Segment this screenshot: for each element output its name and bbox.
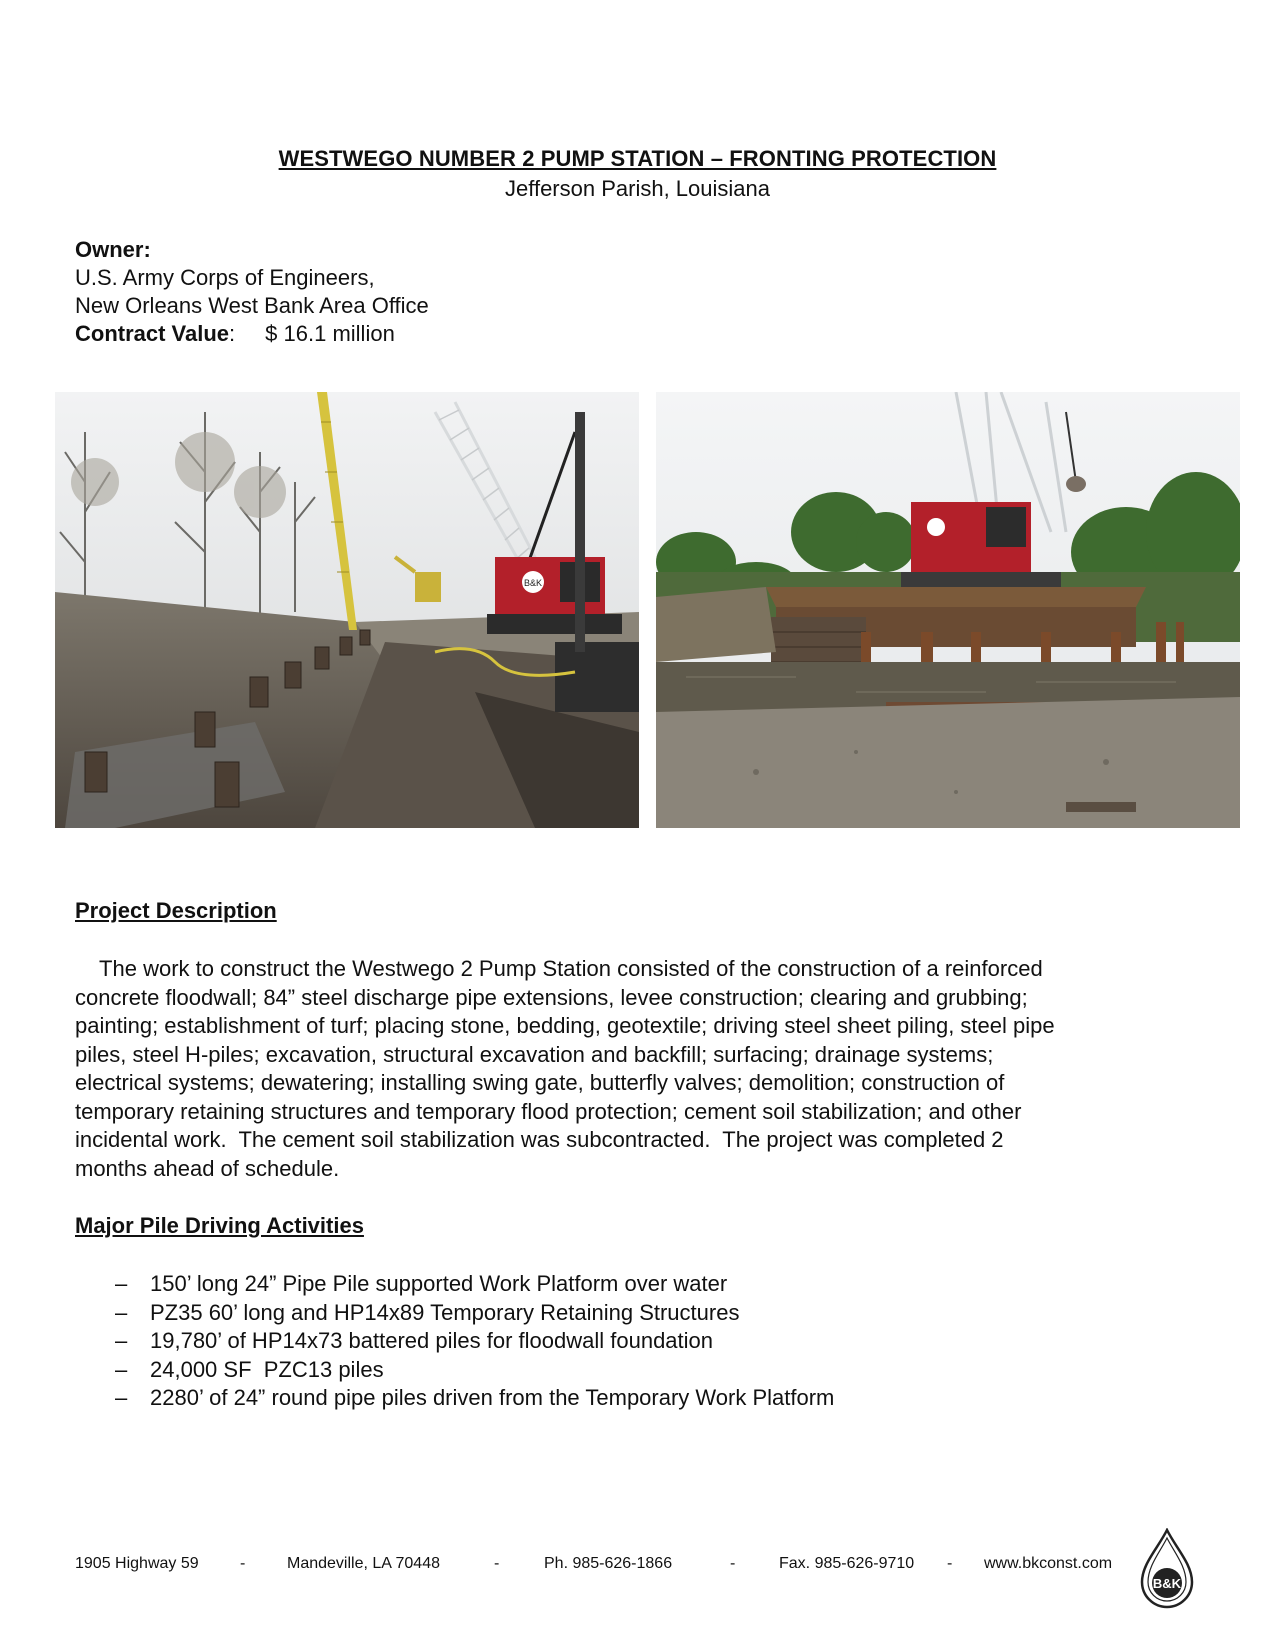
- list-item-text: 150’ long 24” Pipe Pile supported Work Platform over water: [150, 1271, 728, 1296]
- photo-pile-driving: [55, 392, 639, 828]
- bullet-dash: –: [115, 1271, 128, 1296]
- description-line: temporary retaining structures and temporary flood protection; cement soil stabilization; and other: [75, 1098, 1022, 1124]
- footer-fax: Fax. 985-626-9710: [779, 1555, 915, 1572]
- construction-photo-work-platform-icon: [656, 392, 1240, 828]
- bullet-dash: –: [115, 1299, 128, 1325]
- footer-website[interactable]: www.bkconst.com: [984, 1555, 1113, 1572]
- page-title: WESTWEGO NUMBER 2 PUMP STATION – FRONTING PROTECTION: [278, 146, 997, 171]
- contract-value: $ 16.1 million: [265, 321, 395, 346]
- contract-value-row: [75, 320, 429, 348]
- list-item-text: PZ35 60’ long and HP14x89 Temporary Retaining Structures: [150, 1299, 740, 1325]
- owner-line-2: New Orleans West Bank Area Office: [75, 293, 429, 318]
- footer: [75, 1555, 1175, 1577]
- photo-work-platform: [656, 392, 1240, 828]
- description-line: The work to construct the Westwego 2 Pump Station consisted of the construction of a reinforced: [75, 956, 1043, 981]
- project-location: Jefferson Parish, Louisiana: [505, 176, 770, 201]
- description-line: electrical systems; dewatering; installing swing gate, butterfly valves; demolition; construction of: [75, 1070, 1005, 1095]
- contract-value-colon: :: [229, 321, 236, 346]
- footer-separator: -: [730, 1555, 736, 1572]
- list-item: [75, 1299, 834, 1328]
- footer-separator: -: [494, 1555, 500, 1572]
- pile-driving-heading: Major Pile Driving Activities: [75, 1213, 364, 1238]
- description-line: incidental work. The cement soil stabilization was subcontracted. The project was completed 2: [75, 1127, 1004, 1152]
- list-item: [75, 1327, 834, 1356]
- list-item-text: 24,000 SF PZC13 piles: [150, 1356, 384, 1382]
- bullet-dash: –: [115, 1356, 128, 1382]
- description-line: piles, steel H-piles; excavation, structural excavation and backfill; surfacing; drainage systems;: [75, 1041, 994, 1067]
- description-line: painting; establishment of turf; placing stone, bedding, geotextile; driving steel sheet piling, steel pipe: [75, 1013, 1055, 1038]
- list-item: [75, 1270, 834, 1299]
- footer-address: 1905 Highway 59: [75, 1555, 199, 1572]
- owner-block: [75, 236, 429, 348]
- contract-value-label: Contract Value: [75, 321, 230, 346]
- project-description-heading: Project Description: [75, 898, 277, 923]
- footer-separator: -: [947, 1555, 953, 1572]
- list-item-text: 2280’ of 24” round pipe piles driven from the Temporary Work Platform: [150, 1385, 835, 1410]
- bullet-dash: –: [115, 1328, 128, 1353]
- logo-text: B&K: [1152, 1576, 1182, 1591]
- bullet-dash: –: [115, 1385, 128, 1410]
- list-item: [75, 1356, 834, 1385]
- bk-logo-icon: [1136, 1528, 1198, 1612]
- construction-photo-pile-driving-icon: [55, 392, 639, 828]
- list-item-text: 19,780’ of HP14x73 battered piles for floodwall foundation: [150, 1328, 714, 1353]
- footer-separator: -: [240, 1555, 246, 1572]
- pile-driving-list: [75, 1270, 834, 1413]
- owner-label: Owner:: [75, 237, 151, 262]
- project-description: [75, 955, 1205, 1183]
- description-line: concrete floodwall; 84” steel discharge pipe extensions, levee construction; clearing and grubbing;: [75, 984, 1028, 1010]
- list-item: [75, 1384, 834, 1413]
- description-line: months ahead of schedule.: [75, 1155, 340, 1181]
- crane-badge: B&K: [523, 578, 543, 588]
- owner-line-1: U.S. Army Corps of Engineers,: [75, 265, 375, 290]
- footer-city: Mandeville, LA 70448: [287, 1555, 440, 1572]
- footer-phone: Ph. 985-626-1866: [544, 1555, 673, 1572]
